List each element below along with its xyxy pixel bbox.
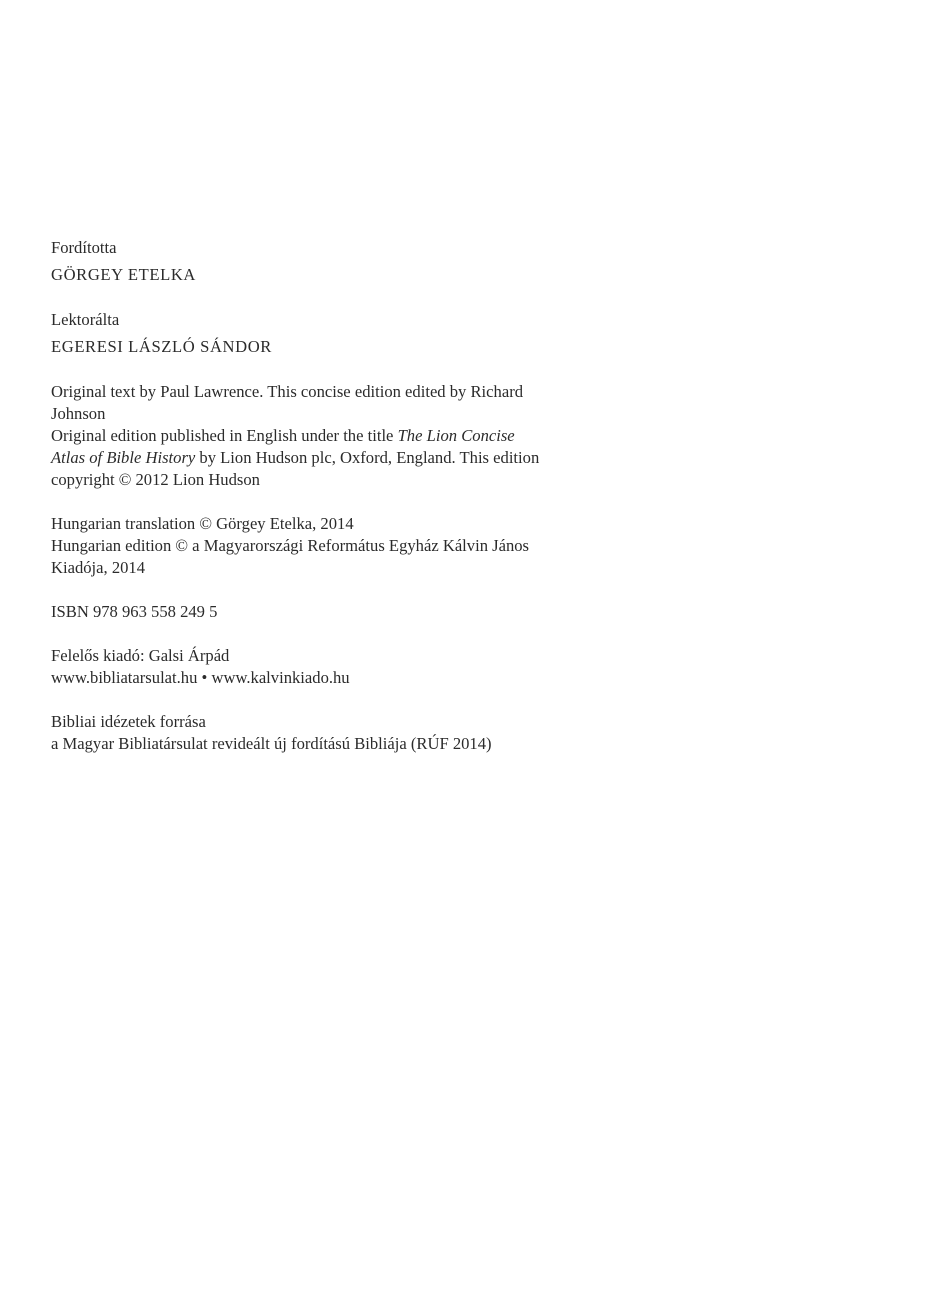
original-edition-notice	[51, 381, 611, 491]
hungarian-line-2: Hungarian edition © a Magyarországi Református Egyház Kálvin János	[51, 536, 530, 555]
original-line-2: Johnson	[51, 404, 106, 423]
isbn: ISBN 978 963 558 249 5	[51, 602, 218, 621]
isbn-block	[51, 601, 611, 623]
hungarian-edition-notice	[51, 513, 611, 579]
original-line-5: copyright © 2012 Lion Hudson	[51, 470, 260, 489]
translator-credit	[51, 237, 611, 286]
editor-name: EGERESI LÁSZLÓ SÁNDOR	[51, 337, 272, 356]
original-line-1: Original text by Paul Lawrence. This concise edition edited by Richard	[51, 382, 524, 401]
original-line-4-text: by Lion Hudson plc, Oxford, England. This edition	[195, 448, 540, 467]
translator-label: Fordította	[51, 238, 117, 257]
bible-source-block	[51, 711, 611, 755]
bible-source-line-2: a Magyar Bibliatársulat revideált új fordítású Bibliája (RÚF 2014)	[51, 734, 492, 753]
imprint-column	[51, 237, 611, 755]
original-title-part-2: Atlas of Bible History	[51, 448, 196, 467]
hungarian-line-3: Kiadója, 2014	[51, 558, 146, 577]
hungarian-line-1: Hungarian translation © Görgey Etelka, 2014	[51, 514, 354, 533]
editor-label: Lektorálta	[51, 310, 120, 329]
translator-name: GÖRGEY ETELKA	[51, 265, 196, 284]
original-line-3-text: Original edition published in English under the title	[51, 426, 398, 445]
original-title-part-1: The Lion Concise	[397, 426, 515, 445]
bible-source-line-1: Bibliai idézetek forrása	[51, 712, 206, 731]
publisher-block	[51, 645, 611, 689]
publisher-line-1: Felelős kiadó: Galsi Árpád	[51, 646, 230, 665]
editor-credit	[51, 309, 611, 358]
original-line-4	[51, 447, 611, 469]
publisher-websites: www.bibliatarsulat.hu • www.kalvinkiado.hu	[51, 668, 350, 687]
original-line-3	[51, 425, 611, 447]
